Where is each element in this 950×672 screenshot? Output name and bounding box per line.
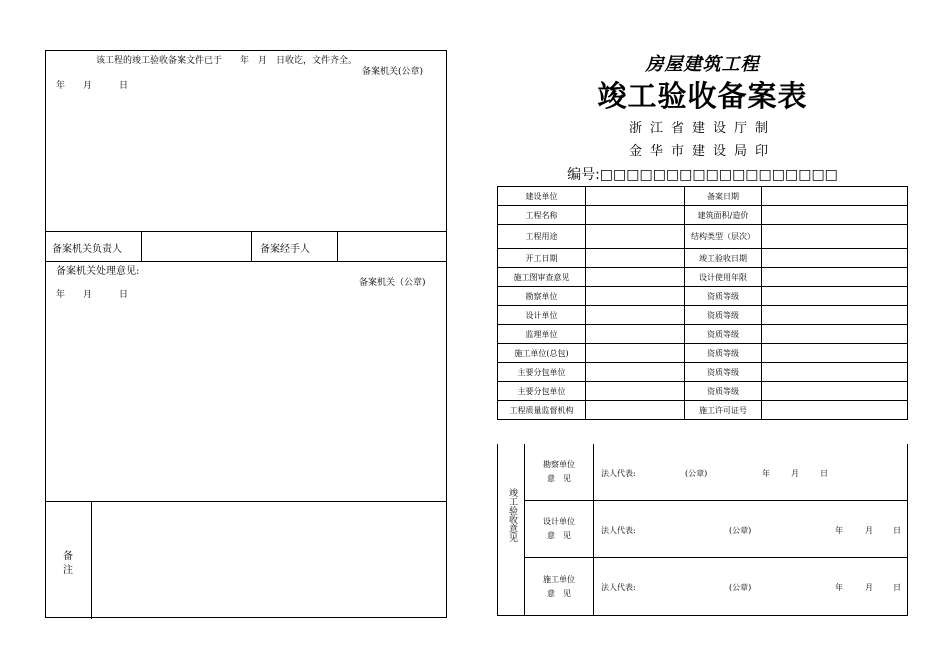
agency-head-label: 备案机关负责人 bbox=[52, 244, 122, 255]
row-label: 工程名称 bbox=[498, 206, 586, 225]
day-label: 日 bbox=[820, 469, 828, 478]
unit-word: 意 见 bbox=[547, 474, 571, 483]
table-row bbox=[498, 187, 908, 206]
divider bbox=[141, 231, 142, 261]
value-cell[interactable] bbox=[762, 325, 908, 344]
month-label: 月 bbox=[865, 526, 873, 535]
divider bbox=[337, 231, 338, 261]
table-row bbox=[498, 363, 908, 382]
row-label: 备案日期 bbox=[685, 187, 762, 206]
form-subtitle: 房屋建筑工程 bbox=[645, 54, 760, 75]
legal-rep-label: 法人代表: bbox=[601, 583, 636, 592]
year-label: 年 bbox=[835, 583, 843, 592]
legal-rep-label: 法人代表: bbox=[601, 469, 636, 478]
unit-label bbox=[525, 558, 594, 616]
value-cell[interactable] bbox=[762, 306, 908, 325]
row-label: 结构类型（层次） bbox=[685, 225, 762, 249]
row-label: 设计使用年限 bbox=[685, 268, 762, 287]
value-cell[interactable] bbox=[586, 287, 685, 306]
handler-label: 备案经手人 bbox=[260, 244, 310, 255]
opinions-side-label bbox=[498, 444, 525, 615]
value-cell[interactable] bbox=[762, 287, 908, 306]
row-label: 工程质量监督机构 bbox=[498, 401, 586, 420]
value-cell[interactable] bbox=[586, 325, 685, 344]
row-label: 主要分包单位 bbox=[498, 382, 586, 401]
value-cell[interactable] bbox=[586, 187, 685, 206]
row-label: 设计单位 bbox=[498, 306, 586, 325]
value-cell[interactable] bbox=[586, 401, 685, 420]
opinion-section bbox=[46, 261, 446, 502]
acceptance-opinions bbox=[497, 444, 908, 616]
row-label: 竣工验收日期 bbox=[685, 249, 762, 268]
value-cell[interactable] bbox=[586, 206, 685, 225]
unit-word: 意 见 bbox=[547, 531, 571, 540]
value-cell[interactable] bbox=[762, 344, 908, 363]
unit-label bbox=[525, 444, 594, 500]
unit-label bbox=[525, 501, 594, 557]
opinion-label: 备案机关处理意见: bbox=[56, 266, 140, 277]
receipt-date: 年 月 日 bbox=[56, 81, 129, 91]
form-title: 竣工验收备案表 bbox=[597, 79, 808, 113]
row-label: 施工许可证号 bbox=[685, 401, 762, 420]
value-cell[interactable] bbox=[762, 249, 908, 268]
row-label: 施工单位(总包) bbox=[498, 344, 586, 363]
table-row bbox=[498, 287, 908, 306]
number-label: 编号: bbox=[567, 167, 600, 183]
receipt-text: 该工程的竣工验收备案文件已于 年 月 日收讫，文件齐全。 bbox=[96, 56, 358, 66]
made-by: 浙江省建设厅制 bbox=[628, 121, 776, 136]
printed-by: 金华市建设局印 bbox=[628, 144, 776, 159]
unit-name: 施工单位 bbox=[543, 575, 575, 584]
remarks-section bbox=[46, 501, 446, 619]
opinion-row-construction bbox=[525, 558, 907, 616]
value-cell[interactable] bbox=[586, 363, 685, 382]
row-label: 建设单位 bbox=[498, 187, 586, 206]
value-cell[interactable] bbox=[762, 401, 908, 420]
unit-name: 设计单位 bbox=[543, 517, 575, 526]
row-label: 主要分包单位 bbox=[498, 363, 586, 382]
day-label: 日 bbox=[893, 526, 901, 535]
receipt-section bbox=[46, 51, 446, 232]
value-cell[interactable] bbox=[586, 306, 685, 325]
seal-label: (公章) bbox=[685, 469, 708, 478]
seal-label: (公章) bbox=[729, 526, 752, 535]
year-label: 年 bbox=[762, 469, 770, 478]
value-cell[interactable] bbox=[586, 344, 685, 363]
table-row bbox=[498, 249, 908, 268]
row-label: 资质等级 bbox=[685, 306, 762, 325]
divider bbox=[251, 231, 252, 261]
remark-char: 注 bbox=[63, 565, 73, 576]
side-label-text: 竣工验收意见 bbox=[507, 488, 517, 542]
row-label: 建筑面积/造价 bbox=[685, 206, 762, 225]
unit-word: 意 见 bbox=[547, 589, 571, 598]
left-page-form bbox=[45, 50, 447, 618]
filing-info-table bbox=[497, 186, 908, 420]
value-cell[interactable] bbox=[762, 382, 908, 401]
month-label: 月 bbox=[791, 469, 799, 478]
row-label: 勘察单位 bbox=[498, 287, 586, 306]
month-label: 月 bbox=[865, 583, 873, 592]
table-row bbox=[498, 325, 908, 344]
table-row bbox=[498, 401, 908, 420]
seal-label: (公章) bbox=[729, 583, 752, 592]
remark-char: 备 bbox=[63, 551, 73, 562]
value-cell[interactable] bbox=[762, 225, 908, 249]
row-label: 监理单位 bbox=[498, 325, 586, 344]
opinion-row-design bbox=[525, 501, 907, 558]
table-row bbox=[498, 206, 908, 225]
row-label: 资质等级 bbox=[685, 363, 762, 382]
value-cell[interactable] bbox=[586, 225, 685, 249]
row-label: 开工日期 bbox=[498, 249, 586, 268]
row-label: 资质等级 bbox=[685, 287, 762, 306]
day-label: 日 bbox=[893, 583, 901, 592]
opinion-row-survey bbox=[525, 444, 907, 501]
number-boxes: □□□□□□□□□□□□□□□□□□ bbox=[599, 167, 838, 183]
value-cell[interactable] bbox=[762, 363, 908, 382]
table-row bbox=[498, 225, 908, 249]
value-cell[interactable] bbox=[762, 268, 908, 287]
value-cell[interactable] bbox=[762, 206, 908, 225]
opinion-date: 年 月 日 bbox=[56, 290, 129, 300]
row-label: 资质等级 bbox=[685, 382, 762, 401]
table-row bbox=[498, 344, 908, 363]
form-number bbox=[497, 164, 908, 184]
value-cell[interactable] bbox=[762, 187, 908, 206]
year-label: 年 bbox=[835, 526, 843, 535]
agency-seal-label: 备案机关(公章) bbox=[362, 67, 424, 77]
row-label: 资质等级 bbox=[685, 325, 762, 344]
value-cell[interactable] bbox=[586, 249, 685, 268]
agency-seal-label-2: 备案机关（公章) bbox=[359, 278, 426, 288]
unit-name: 勘察单位 bbox=[543, 460, 575, 469]
row-label: 资质等级 bbox=[685, 344, 762, 363]
row-label: 工程用途 bbox=[498, 225, 586, 249]
legal-rep-label: 法人代表: bbox=[601, 526, 636, 535]
table-row bbox=[498, 382, 908, 401]
divider bbox=[91, 501, 92, 619]
table-row bbox=[498, 268, 908, 287]
row-label: 施工图审查意见 bbox=[498, 268, 586, 287]
signature-row bbox=[46, 231, 446, 262]
value-cell[interactable] bbox=[586, 382, 685, 401]
value-cell[interactable] bbox=[586, 268, 685, 287]
table-row bbox=[498, 306, 908, 325]
